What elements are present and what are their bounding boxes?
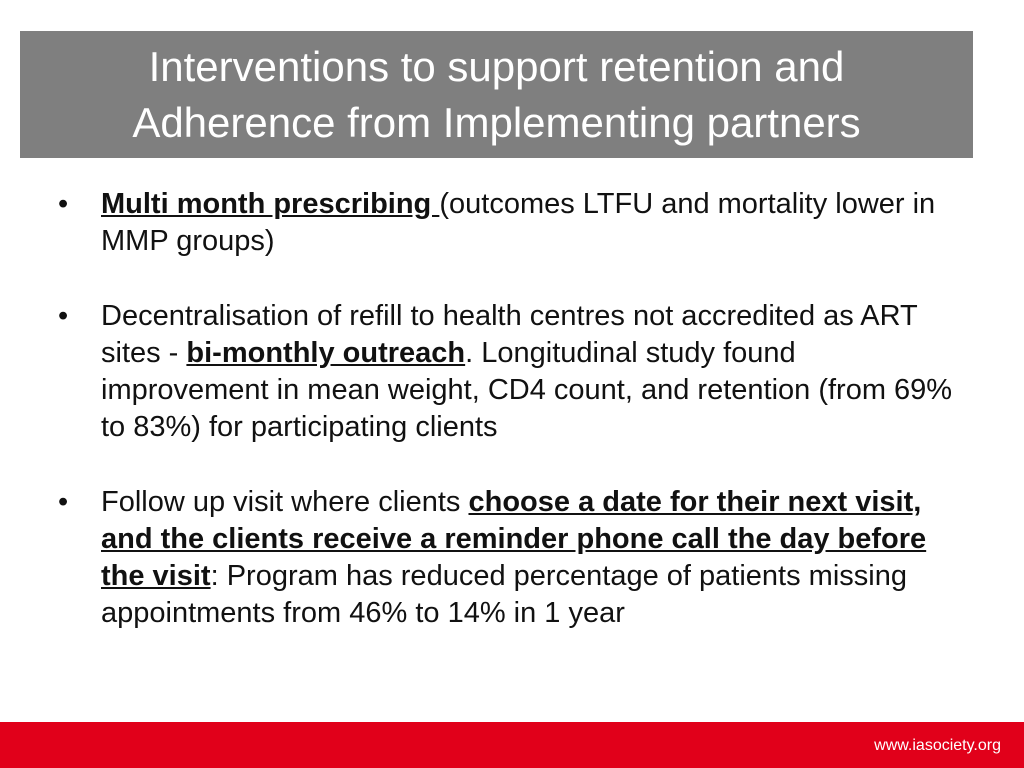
slide-title-line-1: Interventions to support retention and — [148, 42, 845, 90]
bullet-list — [58, 186, 958, 670]
bullet-item-follow-up-visit — [58, 484, 958, 632]
bullet-emphasis: bi-monthly outreach — [186, 337, 466, 369]
bullet-emphasis: Multi month prescribing — [101, 188, 440, 220]
bullet-item-multi-month-prescribing — [58, 186, 958, 260]
bullet-emphasis: choose a date for their next visit, and the clients receive a reminder phone call the day before the visit — [101, 486, 927, 592]
bullet-text-after: . Longitudinal study found improvement in mean weight, CD4 count, and retention (from 69% to 83%) for participating clients — [101, 337, 953, 443]
slide-title — [132, 39, 860, 151]
footer-url: www.iasociety.org — [874, 737, 1001, 754]
bullet-item-decentralisation — [58, 298, 958, 446]
bullet-icon: • — [58, 300, 69, 332]
slide-title-line-2: Adherence from Implementing partners — [132, 98, 861, 146]
bullet-icon: • — [58, 188, 69, 220]
bullet-icon: • — [58, 486, 69, 518]
footer-bar — [0, 722, 1024, 768]
bullet-text: (outcomes LTFU and mortality lower in MMP groups) — [101, 188, 936, 257]
bullet-text-after: : Program has reduced percentage of patients missing appointments from 46% to 14% in 1 year — [101, 560, 907, 629]
bullet-text-before: Decentralisation of refill to health centres not accredited as ART sites - — [101, 300, 918, 369]
bullet-text-before: Follow up visit where clients — [101, 486, 469, 518]
title-banner — [20, 31, 973, 158]
